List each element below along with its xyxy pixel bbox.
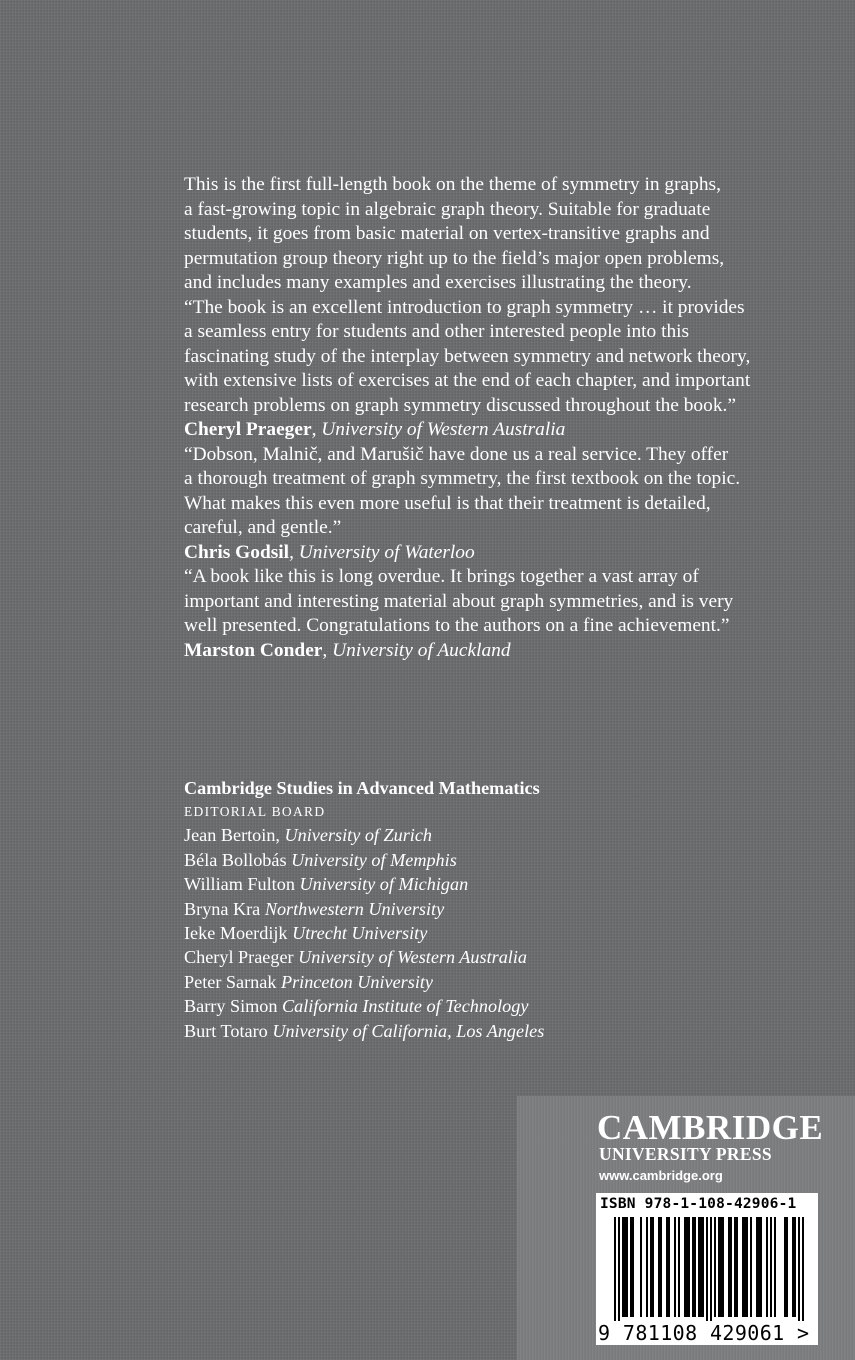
review-line: “Dobson, Malnič, and Marušič have done us a real service. They offer [184,443,729,465]
barcode-bar [660,1217,662,1317]
member-name: Jean Bertoin, [184,825,280,846]
publisher-logo-name: CAMBRIDGE [597,1108,824,1147]
member-name: Bryna Kra [184,898,261,919]
barcode-bar [646,1217,648,1317]
barcode-bar [698,1217,700,1317]
barcode-bar [630,1217,632,1317]
barcode-bar [714,1217,716,1317]
barcode-bar [720,1217,722,1317]
barcode-bar [624,1217,626,1317]
member-name: William Fulton [184,874,295,895]
barcode-bar [758,1217,760,1317]
member-affiliation: University of Zurich [284,825,433,846]
member-affiliation: Northwestern University [264,898,445,919]
barcode-bar [730,1217,732,1317]
barcode-bar [666,1217,668,1317]
board-member [184,945,704,969]
barcode-bar [786,1217,788,1317]
review-attribution: Chris Godsil, University of Waterloo [184,541,475,563]
barcode-guard-bar [798,1217,800,1321]
member-name: Ieke Moerdijk [184,923,288,944]
description-line: permutation group theory right up to the field’s major open problems, [184,247,725,269]
board-member [184,872,704,896]
reviewer-affiliation: University of Western Australia [321,419,566,440]
barcode-bar [688,1217,690,1317]
review-praeger [184,296,824,443]
barcode-guard-bar [802,1217,804,1321]
member-name: Peter Sarnak [184,971,277,992]
review-line: “The book is an excellent introduction to graph symmetry … it provides [184,296,745,318]
barcode-bar [678,1217,680,1317]
member-affiliation: Utrecht University [292,923,428,944]
book-description [184,173,824,296]
board-member [184,1019,704,1043]
review-line: careful, and gentle.” [184,517,342,538]
description-line: a fast-growing topic in algebraic graph theory. Suitable for graduate [184,198,711,220]
member-affiliation: University of Michigan [299,874,469,895]
member-affiliation: Princeton University [280,971,433,992]
member-name: Barry Simon [184,996,278,1017]
barcode-bar [746,1217,748,1317]
review-line: research problems on graph symmetry discussed throughout the book.” [184,394,736,416]
member-affiliation: University of Western Australia [298,947,527,968]
barcode-bar [774,1217,776,1317]
barcode-bar [766,1217,768,1317]
barcode-bar [760,1217,762,1317]
barcode-bar [686,1217,688,1317]
barcode-guard-bar [710,1217,712,1321]
description-line: This is the first full-length book on the theme of symmetry in graphs, [184,174,721,195]
review-attribution: Marston Conder, University of Auckland [184,639,511,661]
series-info [184,776,704,1043]
publisher-panel [517,1096,855,1360]
barcode-bar [756,1217,758,1317]
reviewer-name: Chris Godsil [184,541,290,563]
barcode-bar [652,1217,654,1317]
review-line: “A book like this is long overdue. It brings together a vast array of [184,566,699,587]
review-line: important and interesting material about graph symmetries, and is very [184,590,734,612]
board-member [184,994,704,1018]
board-member [184,848,704,872]
barcode-bar [736,1217,738,1317]
barcode-bar [632,1217,634,1317]
board-member [184,921,704,945]
barcode-bar [674,1217,676,1317]
barcode-bar [684,1217,686,1317]
barcode-bar [784,1217,786,1317]
barcode-bar [640,1217,642,1317]
barcode-bar [722,1217,724,1317]
description-line: students, it goes from basic material on vertex-transitive graphs and [184,223,710,244]
member-name: Burt Totaro [184,1020,268,1041]
barcode-bar [622,1217,624,1317]
barcode-bar [700,1217,702,1317]
member-affiliation: University of California, Los Angeles [272,1020,545,1041]
review-line: well presented. Congratulations to the authors on a fine achievement.” [184,615,730,636]
reviewer-name: Marston Conder [184,639,323,661]
review-godsil [184,443,824,566]
barcode-bar [742,1217,744,1317]
barcode-digits: 9 781108 429061 > [598,1321,810,1345]
back-cover-text [184,173,824,663]
barcode-bar [794,1217,796,1317]
review-attribution: Cheryl Praeger, University of Western Australia [184,419,566,440]
review-line: What makes this even more useful is that their treatment is detailed, [184,492,711,514]
board-member [184,970,704,994]
barcode-bar [626,1217,628,1317]
member-name: Cheryl Praeger [184,947,294,968]
isbn-label: ISBN 978-1-108-42906-1 [600,1196,797,1212]
barcode-bar [702,1217,704,1317]
barcode-bar [734,1217,736,1317]
reviewer-affiliation: University of Waterloo [298,541,475,563]
series-title: Cambridge Studies in Advanced Mathematics [184,778,540,798]
barcode-bar [692,1217,694,1317]
reviewer-affiliation: University of Auckland [332,639,511,661]
barcode-bar [694,1217,696,1317]
barcode-bars [596,1215,818,1321]
review-conder [184,565,824,663]
barcode-bar [750,1217,752,1317]
editorial-board-heading: EDITORIAL BOARD [184,804,326,820]
member-affiliation: California Institute of Technology [282,996,529,1017]
barcode-bar [744,1217,746,1317]
publisher-url: www.cambridge.org [599,1168,723,1183]
review-line: with extensive lists of exercises at the end of each chapter, and important [184,370,751,391]
barcode-bar [668,1217,670,1317]
barcode [596,1193,818,1345]
barcode-guard-bar [706,1217,708,1321]
reviewer-name: Cheryl Praeger [184,419,312,440]
member-affiliation: University of Memphis [291,849,457,870]
review-line: a seamless entry for students and other interested people into this [184,321,690,342]
review-line: fascinating study of the interplay between symmetry and network theory, [184,345,751,367]
review-line: a thorough treatment of graph symmetry, the first textbook on the topic. [184,468,741,489]
board-member [184,823,704,847]
barcode-bar [728,1217,730,1317]
barcode-guard-bar [614,1217,616,1321]
barcode-bar [718,1217,720,1317]
barcode-bar [770,1217,772,1317]
barcode-guard-bar [618,1217,620,1321]
barcode-bar [792,1217,794,1317]
barcode-bar [658,1217,660,1317]
publisher-press: UNIVERSITY PRESS [599,1144,772,1164]
description-line: and includes many examples and exercises illustrating the theory. [184,272,692,293]
barcode-bar [650,1217,652,1317]
board-member [184,897,704,921]
member-name: Béla Bollobás [184,849,287,870]
